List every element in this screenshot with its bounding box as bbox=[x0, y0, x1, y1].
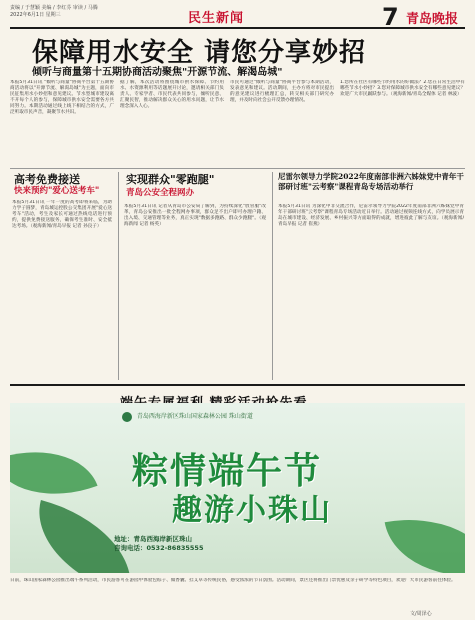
lead-headline: 保障用水安全 请您分享妙招 bbox=[32, 38, 367, 68]
article-1-subtitle: 快来预约"爱心送考车" bbox=[14, 186, 100, 196]
lead-column-1: 本报5月31日讯 "倾听与商量"协商平台第十五期协商活动将以"开源节流、解渴岛城"为主题，面向市民征集用水小妙招和意见建议。节水型城市建设离不开每个人的参与，保障城市供水安全需要各方共同努力。本期活动通过线上线下相结合的方式，广泛听取市民声音，凝聚节水共识。 bbox=[10, 80, 114, 115]
leaf-decoration bbox=[385, 505, 465, 573]
article-2-subtitle: 青岛公安全程网办 bbox=[126, 188, 195, 198]
lead-subhead: 倾听与商量第十五期协商活动聚焦"开源节流、解渴岛城" bbox=[32, 67, 283, 78]
banner-title-line-2: 趣游小珠山 bbox=[172, 493, 332, 528]
divider bbox=[272, 172, 273, 380]
page-header bbox=[10, 5, 465, 29]
lead-column-2: 据了解，本次活动将围绕城市供水保障、节约用水、水资源利用等话题展开讨论，邀请相关部门负责人、专家学者、市民代表共同参与，倾听民意、汇聚民智，推动解决群众关心的用水问题，让节水理念深入人心。 bbox=[120, 80, 224, 109]
banner-logos-text: 青岛西海岸新区珠山国家森林公园 珠山街道 bbox=[136, 413, 253, 420]
page-number: 7 bbox=[382, 3, 399, 31]
banner-venue bbox=[114, 535, 203, 553]
lead-column-4: 1.您所在社区有哪些节约用水的好做法？2.您在日常生活中有哪些节水小妙招？3.您对保障城市供水安全有哪些意见建议？欢迎广大市民踊跃参与。（观海新闻/青岛全媒体 记者 林波） bbox=[340, 80, 465, 97]
header-date: 2022年6月1日 星期三 bbox=[10, 12, 61, 18]
banner-address: 地址：青岛西海岸新区珠山 bbox=[114, 535, 192, 543]
divider bbox=[118, 172, 119, 380]
newspaper-brand: 青岛晚报 bbox=[406, 12, 459, 27]
article-3-title: 尼雷尔领导力学院2022年度南部非洲六姊妹党中青年干部研讨班"云考察"课程青岛专场活动举行 bbox=[278, 172, 464, 191]
divider bbox=[10, 168, 465, 169]
promo-banner bbox=[10, 403, 465, 573]
park-logo-icon bbox=[122, 412, 132, 422]
article-2-body: 本报5月31日讯 记者从青岛市公安局了解到，为持续深化"放管服"改革，青岛公安推出一批全程网办事项，群众足不出户即可办理户籍、出入境、交通管理等业务，真正实现"数据多跑路、群众少跑腿"。（观海新闻 记者 杨英） bbox=[124, 204, 266, 227]
banner-phone: 咨询电话：0532-86835555 bbox=[114, 544, 204, 552]
article-1-title: 高考免费接送 bbox=[14, 173, 80, 186]
banner-title-line-1: 粽情端午节 bbox=[132, 450, 323, 492]
article-2-title: 实现群众"零跑腿" bbox=[126, 173, 215, 186]
bottom-text: 日前，珠山国家森林公园推出端午系列活动，市民游客可在游园中体验包粽子、做香囊、挂艾草等传统民俗，感受浓浓的节日氛围。活动期间，景区还将推出门票优惠及亲子研学等特色项目，欢迎广大市民游客前往体验。 bbox=[10, 578, 456, 583]
byline: 文/周泽心 bbox=[410, 611, 432, 617]
article-3-body: 本报5月31日讯 为深化中非交流合作，尼雷尔领导力学院2022年度南部非洲六姊妹党中青年干部研讨班"云考察"课程青岛专场活动近日举行。活动通过视频连线方式，向学员展示青岛在城市建设、经济发展、乡村振兴等方面取得的成就，增进彼此了解与友谊。（观海新闻/青岛早报 记者 崔燕） bbox=[278, 204, 464, 227]
divider bbox=[10, 384, 465, 386]
lead-column-3: 市民可通过"倾听与商量"协商平台参与本期活动，发表意见和建议。活动期间，主办方将对市民提出的意见建议进行梳理汇总，转交相关部门研究办理，并及时向社会公开反馈办理情况。 bbox=[230, 80, 334, 103]
banner-logos bbox=[122, 411, 253, 422]
article-1-body: 本报5月31日讯 一年一度的高考即将来临，为助力学子圆梦，青岛城运控股公交集团开展"爱心送考车"活动，考生及家长可通过热线电话进行预约，提供免费接送服务，确保考生准时、安全抵达考场。（观海新闻/青岛早报 记者 孙良子） bbox=[12, 200, 112, 229]
section-title: 民生新闻 bbox=[188, 11, 245, 26]
header-editors: 责编 / 于慧颖 美编 / 李红芬 审读 / 马腾 bbox=[10, 5, 98, 11]
header-meta bbox=[10, 5, 98, 19]
